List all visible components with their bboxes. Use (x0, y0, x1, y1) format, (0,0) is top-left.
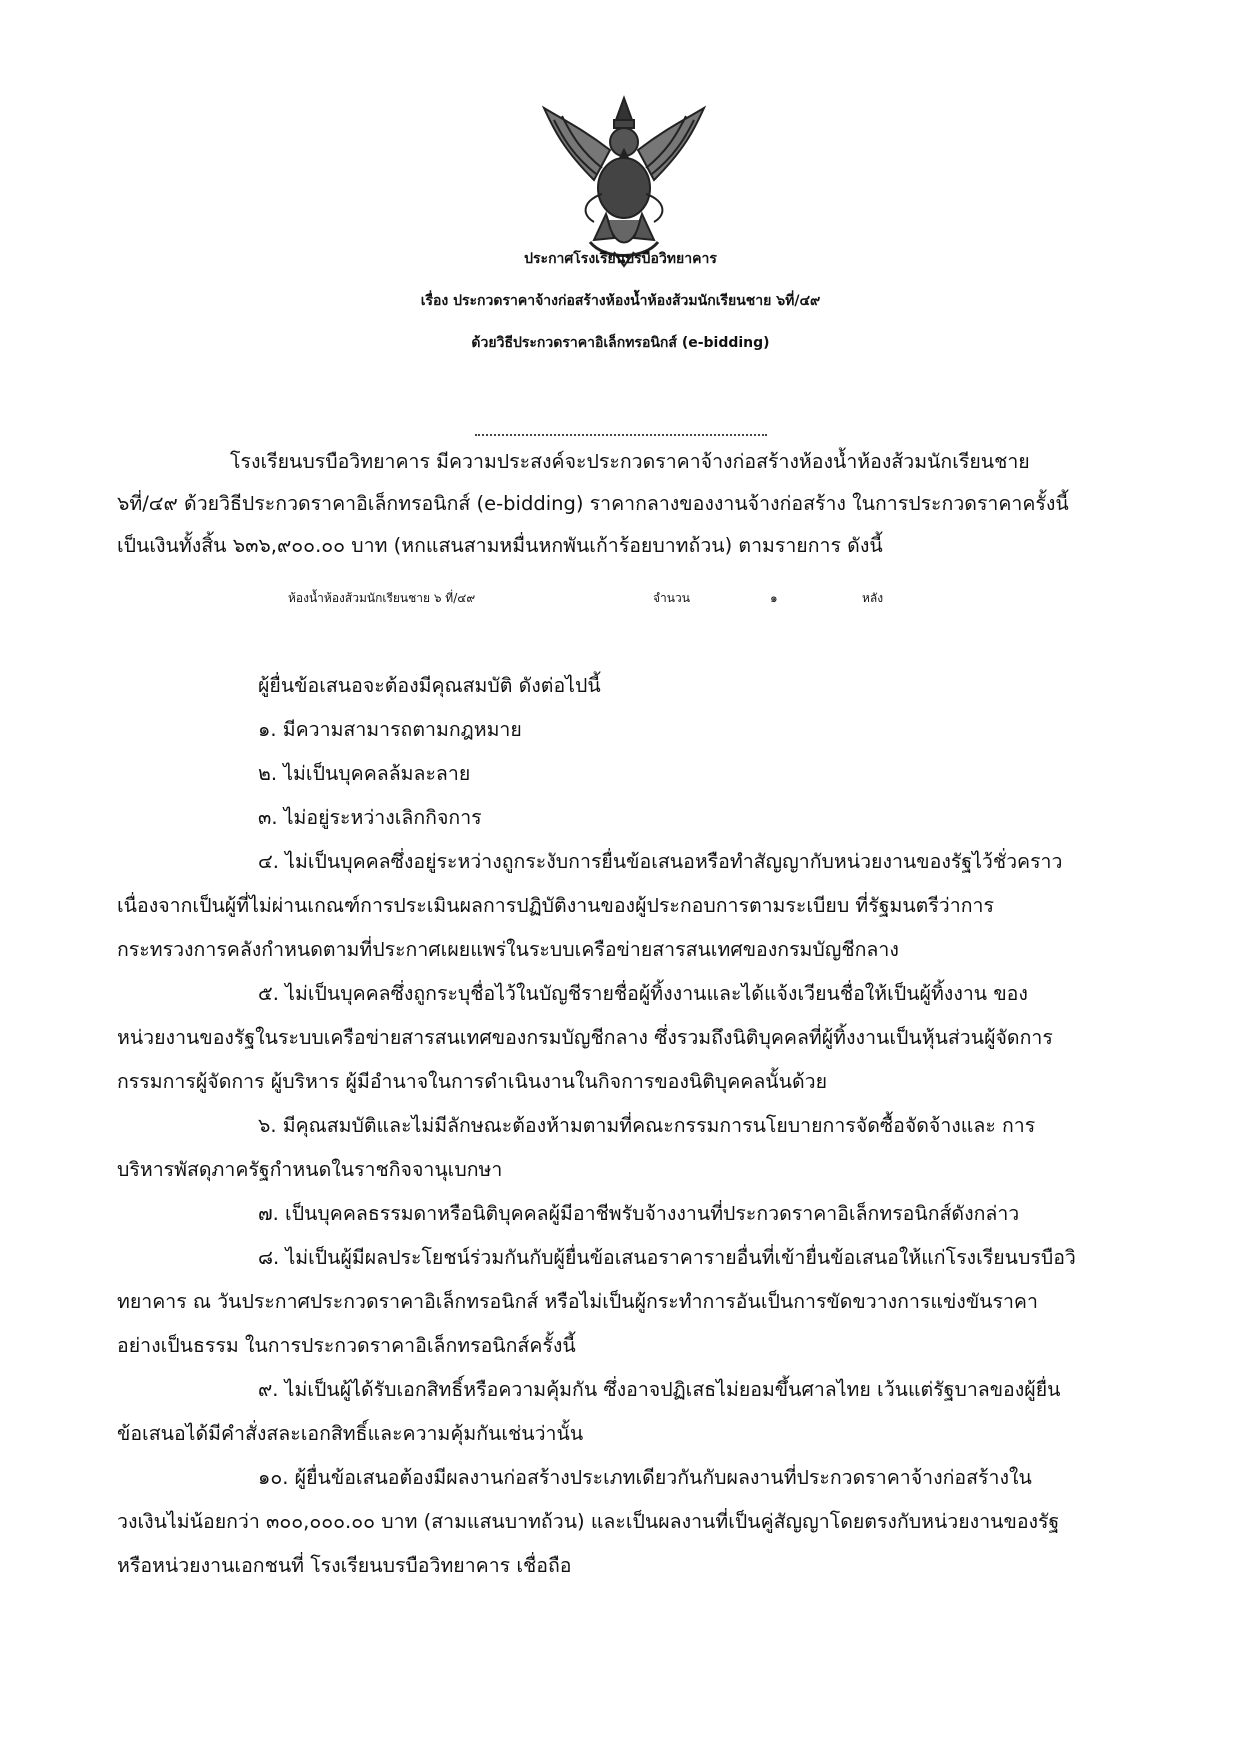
intro-line-1: โรงเรียนบรบือวิทยาคาร มีความประสงค์จะประกวดราคาจ้างก่อสร้างห้องน้ำห้องส้วมนักเรียนชาย (230, 450, 1030, 473)
qualification-2: ๒. ไม่เป็นบุคคลล้มละลาย (258, 762, 471, 785)
header-divider (475, 434, 767, 436)
qualification-4-line-3: กระทรวงการคลังกำหนดตามที่ประกาศเผยแพร่ในระบบเครือข่ายสารสนเทศของกรมบัญชีกลาง (117, 938, 899, 961)
intro-line-3: เป็นเงินทั้งสิ้น ๖๓๖,๙๐๐.๐๐ บาท (หกแสนสามหมื่นหกพันเก้าร้อยบาทถ้วน) ตามรายการ ดังนี้ (117, 534, 883, 557)
qualification-3: ๓. ไม่อยู่ระหว่างเลิกกิจการ (258, 806, 482, 829)
qualification-8-line-1: ๘. ไม่เป็นผู้มีผลประโยชน์ร่วมกันกับผู้ยื่นข้อเสนอราคารายอื่นที่เข้ายื่นข้อเสนอให้แก่โรงเรียนบรบือวิ (258, 1246, 1076, 1269)
announcement-title: ประกาศโรงเรียนบรบือวิทยาคาร (524, 251, 717, 267)
qualification-5-line-3: กรรมการผู้จัดการ ผู้บริหาร ผู้มีอำนาจในการดำเนินงานในกิจการของนิติบุคคลนั้นด้วย (117, 1070, 827, 1093)
qualification-8-line-2: ทยาคาร ณ วันประกาศประกวดราคาอิเล็กทรอนิกส์ หรือไม่เป็นผู้กระทำการอันเป็นการขัดขวางการแข่งขันราคา (117, 1290, 1038, 1313)
qualification-8-line-3: อย่างเป็นธรรม ในการประกวดราคาอิเล็กทรอนิกส์ครั้งนี้ (117, 1334, 576, 1357)
qualification-7: ๗. เป็นบุคคลธรรมดาหรือนิติบุคคลผู้มีอาชีพรับจ้างงานที่ประกวดราคาอิเล็กทรอนิกส์ดังกล่าว (258, 1202, 1020, 1225)
item-qty-label: จำนวน (653, 591, 690, 605)
qualification-10-line-1: ๑๐. ผู้ยื่นข้อเสนอต้องมีผลงานก่อสร้างประเภทเดียวกันกับผลงานที่ประกวดราคาจ้างก่อสร้างใน (258, 1466, 1032, 1489)
garuda-emblem-icon (524, 90, 724, 270)
announcement-subject: เรื่อง ประกวดราคาจ้างก่อสร้างห้องน้ำห้องส้วมนักเรียนชาย ๖ที่/๔๙ (420, 293, 821, 309)
intro-line-2: ๖ที่/๔๙ ด้วยวิธีประกวดราคาอิเล็กทรอนิกส์ (e-bidding) ราคากลางของงานจ้างก่อสร้าง ในการประกวดราคาครั้งนี้ (117, 492, 1069, 515)
qualification-6-line-1: ๖. มีคุณสมบัติและไม่มีลักษณะต้องห้ามตามที่คณะกรรมการนโยบายการจัดซื้อจัดจ้างและ การ (258, 1114, 1036, 1137)
qualification-9-line-1: ๙. ไม่เป็นผู้ได้รับเอกสิทธิ์หรือความคุ้มกัน ซึ่งอาจปฏิเสธไม่ยอมขึ้นศาลไทย เว้นแต่รัฐบาลของผู้ยื่น (258, 1378, 1061, 1401)
qualification-1: ๑. มีความสามารถตามกฎหมาย (258, 718, 522, 741)
item-qty: ๑ (770, 591, 778, 605)
qualification-5-line-2: หน่วยงานของรัฐในระบบเครือข่ายสารสนเทศของกรมบัญชีกลาง ซึ่งรวมถึงนิติบุคคลที่ผู้ทิ้งงานเป็นหุ้นส่วนผู้จัดการ (117, 1026, 1053, 1049)
qualifications-title: ผู้ยื่นข้อเสนอจะต้องมีคุณสมบัติ ดังต่อไปนี้ (258, 674, 601, 697)
qualification-10-line-3: หรือหน่วยงานเอกชนที่ โรงเรียนบรบือวิทยาคาร เชื่อถือ (117, 1554, 572, 1577)
item-name: ห้องน้ำห้องส้วมนักเรียนชาย ๖ ที่/๔๙ (288, 591, 476, 605)
qualification-5-line-1: ๕. ไม่เป็นบุคคลซึ่งถูกระบุชื่อไว้ในบัญชีรายชื่อผู้ทิ้งงานและได้แจ้งเวียนชื่อให้เป็นผู้ทิ้งงาน ของ (258, 982, 1028, 1005)
qualification-4-line-1: ๔. ไม่เป็นบุคคลซึ่งอยู่ระหว่างถูกระงับการยื่นข้อเสนอหรือทำสัญญากับหน่วยงานของรัฐไว้ชั่วคราว (258, 850, 1063, 873)
qualification-6-line-2: บริหารพัสดุภาครัฐกำหนดในราชกิจจานุเบกษา (117, 1158, 503, 1181)
announcement-method: ด้วยวิธีประกวดราคาอิเล็กทรอนิกส์ (e-bidding) (471, 335, 770, 351)
item-unit: หลัง (862, 591, 884, 605)
qualification-9-line-2: ข้อเสนอได้มีคำสั่งสละเอกสิทธิ์และความคุ้มกันเช่นว่านั้น (117, 1422, 584, 1445)
qualification-4-line-2: เนื่องจากเป็นผู้ที่ไม่ผ่านเกณฑ์การประเมินผลการปฏิบัติงานของผู้ประกอบการตามระเบียบ ที่รัฐมนตรีว่าการ (117, 894, 994, 917)
qualification-10-line-2: วงเงินไม่น้อยกว่า ๓๐๐,๐๐๐.๐๐ บาท (สามแสนบาทถ้วน) และเป็นผลงานที่เป็นคู่สัญญาโดยตรงกับหน่วยงานของรัฐ (117, 1510, 1060, 1533)
